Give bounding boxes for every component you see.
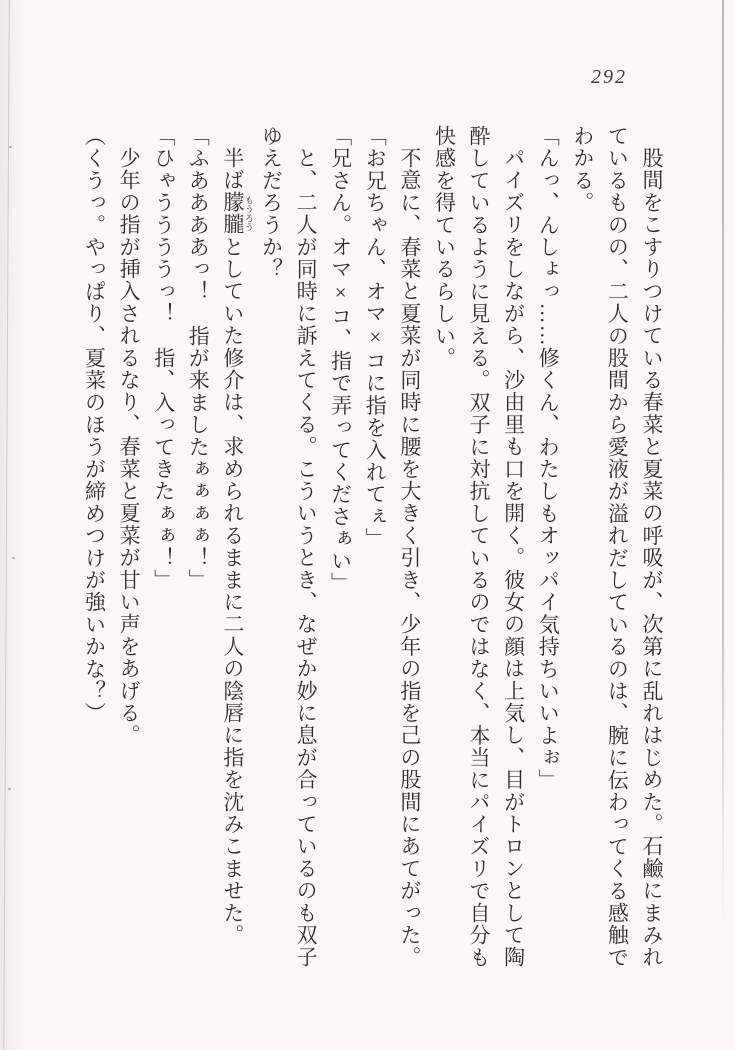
scan-speck [9,146,12,148]
text-column: 「兄さん。オマ×コ、指で弄ってくださぁい」 [328,125,353,595]
text-column: 股間をこすりつけている春菜と夏菜の呼吸が、次第に乱れはじめた。石鹼にまみれ [640,147,664,969]
text-column: 半ば朦朧 もうろうとしていた修介は、求められるままに二人の陰唇に指を沈みこませた。 [220,147,254,947]
scan-speck [8,788,11,790]
text-column: 「お兄ちゃん、オマ×コに指を入れてぇ」 [363,125,388,550]
text-column: わかる。 [570,125,595,214]
text-column: ゆえだろうか？ [259,125,284,281]
page-number: 292 [591,66,627,88]
text-column: （くうっ。やっぱり、夏菜のほうが締めつけが強いかな？） [82,125,107,725]
text-column: 「ひゃううううっ！ 指、入ってきたぁぁ！」 [151,125,176,592]
text-column: 酔しているように見える。双子に対抗しているのではなく、本当にパイズリで自分も [467,125,492,969]
text-column: ているものの、二人の股間から愛液が溢れだしているのは、腕に伝わってくる感触で [605,125,630,969]
text-column: 不意に、春菜と夏菜が同時に腰を大きく引き、少年の指を己の股間にあてがった。 [397,147,422,969]
text-column: 快感を得ているらしい。 [432,125,457,370]
page-edge-line [722,0,724,930]
text-block [73,125,669,989]
text-column: 少年の指が挿入されるなり、春菜と夏菜が甘い声をあげる。 [117,147,142,747]
text-column: パイズリをしながら、沙由里も口を開く。彼女の顔は上気し、目がトロンとして陶 [501,147,526,969]
text-column: 「ふああああっ！ 指が来ましたぁぁぁぁ！」 [186,125,211,592]
scan-speck [12,557,15,559]
text-column: と、二人が同時に訴えてくる。こういうとき、なぜか妙に息が合っているのも双子 [294,147,319,969]
text-column: 「んっ、んしょっ……修くん、わたしもオッパイ気持ちいいよぉ」 [536,125,561,791]
